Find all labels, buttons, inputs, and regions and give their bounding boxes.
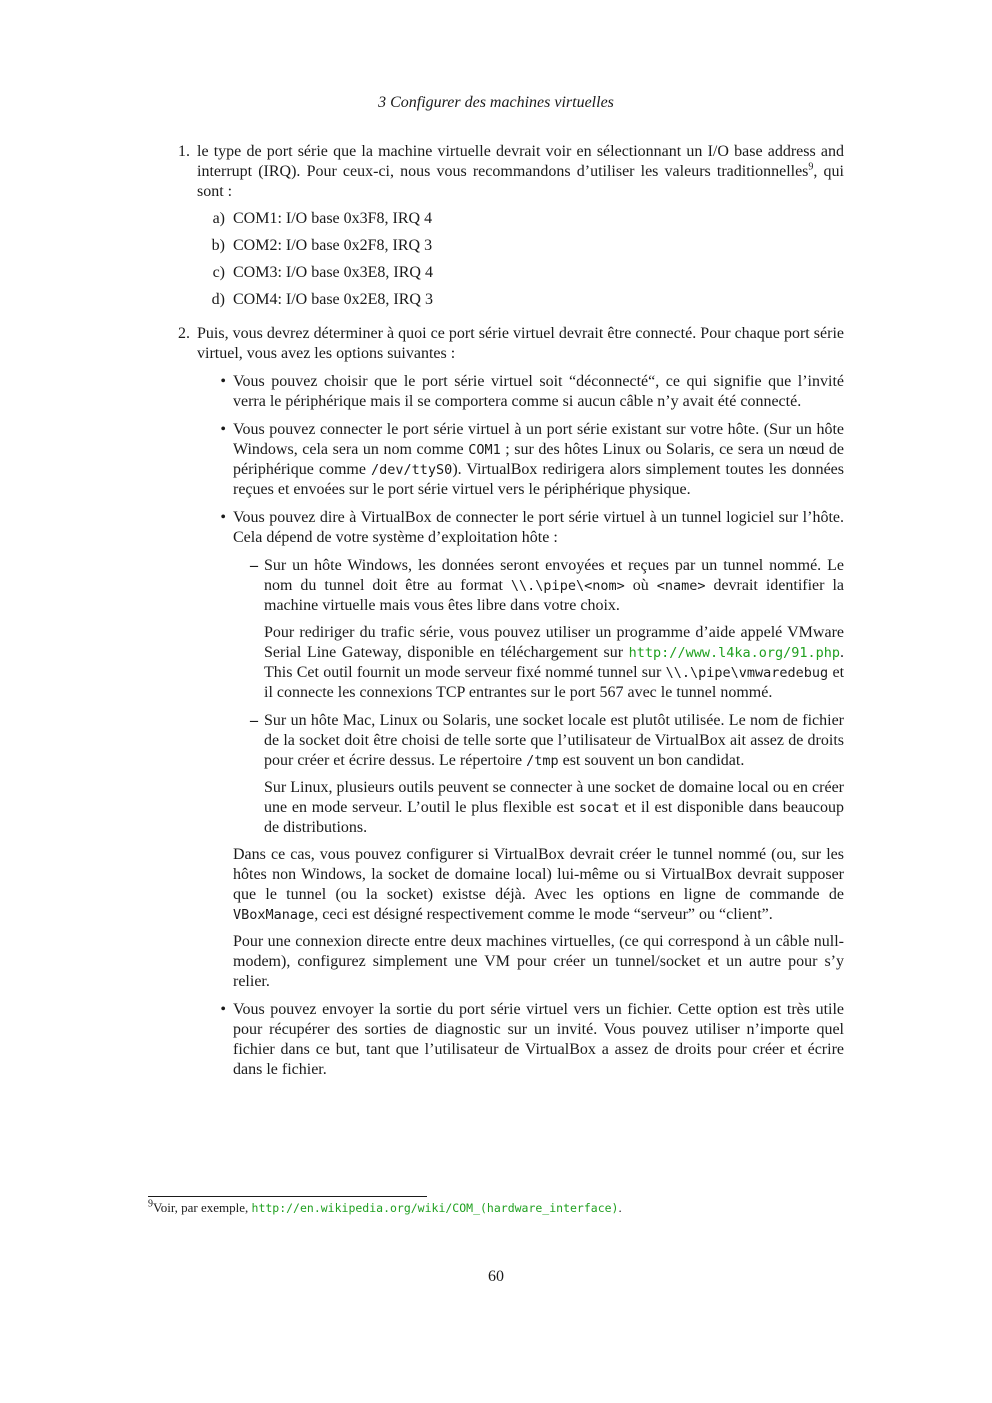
list-number: 2. [178, 325, 190, 342]
footnote-rule [148, 1196, 427, 1197]
paragraph: Vous pouvez dire à VirtualBox de connecter le port série virtuel à un tunnel logiciel sur l’hôte. Cela dépend de votre système d’exploitation hôte : [233, 509, 844, 546]
text: ). VirtualBox redirigera alors simplement toutes les données reçues et envoées sur le port série virtuel vers le périphérique physique. [233, 461, 844, 498]
bullet-icon: • [220, 509, 226, 526]
text: où [624, 577, 657, 594]
inline-code: <name> [656, 578, 706, 594]
footnote [148, 1200, 622, 1216]
sub-list-item [197, 236, 844, 256]
text: Sur un hôte Windows, les données seront envoyées et reçues par un tunnel nommé. Le nom du tunnel doit être au format [264, 557, 844, 594]
inline-code: /tmp [526, 753, 559, 769]
sub-list-text: COM3: I/O base 0x3E8, IRQ 4 [233, 264, 433, 281]
dash-body [264, 556, 844, 703]
text: le type de port série que la machine virtuelle devrait voir en sélectionnant un I/O base address and interrupt (IRQ). Pour ceux-ci, nous vous recommandons d’utiliser les valeurs traditionnelles [197, 143, 844, 180]
inline-code: COM1 [468, 442, 501, 458]
bullet-text [233, 420, 844, 500]
bullet-body [233, 508, 844, 992]
paragraph [233, 845, 844, 925]
sub-list-text: COM4: I/O base 0x2E8, IRQ 3 [233, 291, 433, 308]
paragraph [264, 556, 844, 616]
sub-list-label: b) [211, 237, 225, 254]
sub-list-text: COM2: I/O base 0x2F8, IRQ 3 [233, 237, 433, 254]
bullet-text: Vous pouvez choisir que le port série virtuel soit “déconnecté“, ce qui signifie que l’invité verra le périphérique mais il se comportera comme si aucun câble n’y avait été connecté. [233, 373, 844, 410]
sub-list-label: c) [212, 264, 225, 281]
bullet-item [197, 508, 844, 992]
list-number: 1. [178, 143, 190, 160]
footnote-ref[interactable]: 9 [808, 161, 814, 173]
footnote-mark: 9 [148, 1198, 153, 1210]
text: et il connecte les connexions TCP entrantes sur le port 567 avec le tunnel nommé. [264, 664, 845, 701]
text: , ceci est désigné respectivement comme le mode “serveur” ou “client”. [314, 906, 773, 923]
dash-icon: – [250, 712, 258, 729]
list-item-2 [148, 324, 844, 1080]
text: , qui sont : [197, 163, 844, 200]
sub-list-item [197, 263, 844, 283]
sub-list-label: d) [211, 291, 225, 308]
bullet-item [197, 420, 844, 500]
text: Vous pouvez connecter le port série virtuel à un port série existant sur votre hôte. (Sur un hôte Windows, cela sera un nom comme [233, 421, 844, 458]
text: ; sur des hôtes Linux ou Solaris, ce sera un nœud de périphérique comme [233, 441, 844, 478]
list-item-1 [148, 142, 844, 310]
text: . [618, 1200, 622, 1215]
text: est souvent un bon candidat. [558, 752, 745, 769]
paragraph: Pour une connexion directe entre deux machines virtuelles, (ce qui correspond à un câble null-modem), configurez simplement une VM pour créer un tunnel/socket et un autre pour s’y relier. [233, 933, 844, 990]
text: devrait identifier la machine virtuelle mais vous êtes libre dans votre choix. [264, 577, 845, 614]
paragraph [197, 142, 844, 202]
dash-item [233, 556, 844, 703]
paragraph: Puis, vous devrez déterminer à quoi ce port série virtuel devrait être connecté. Pour chaque port série virtuel, vous avez les options suivantes : [197, 325, 844, 362]
bullet-icon: • [220, 1001, 226, 1018]
list-item-body [197, 142, 844, 310]
text: Pour rediriger du trafic série, vous pouvez utiliser un programme d’aide appelé VMware Serial Line Gateway, disponible en téléchargement sur [264, 624, 844, 661]
paragraph [264, 623, 844, 703]
link-l4ka[interactable]: http://www.l4ka.org/91.php [628, 645, 840, 661]
running-head: 3 Configurer des machines virtuelles [378, 94, 614, 111]
text: et il est disponible dans beaucoup de distributions. [264, 799, 845, 836]
sub-list-text: COM1: I/O base 0x3F8, IRQ 4 [233, 210, 433, 227]
list-item-body [197, 324, 844, 1080]
dash-icon: – [250, 557, 258, 574]
sub-list-item [197, 209, 844, 229]
bullet-icon: • [220, 421, 226, 438]
inline-code: \\.\pipe\<nom> [510, 578, 625, 594]
paragraph [264, 711, 844, 771]
page-number: 60 [488, 1268, 504, 1285]
text: . This Cet outil fournit un mode serveur fixé nommé tunnel sur [264, 644, 844, 681]
inline-code: /dev/ttyS0 [371, 462, 453, 478]
paragraph [264, 778, 844, 838]
text: Voir, par exemple, [153, 1200, 252, 1215]
inline-code: \\.\pipe\vmwaredebug [665, 665, 829, 681]
text: Sur un hôte Mac, Linux ou Solaris, une socket locale est plutôt utilisée. Le nom de fichier de la socket doit être choisi de telle sorte que l’utilisateur de VirtualBox ait assez de droits pour créer et écrire dessus. Le répertoire [264, 712, 844, 769]
inline-code: socat [579, 800, 620, 816]
link-wikipedia[interactable]: http://en.wikipedia.org/wiki/COM_(hardware_interface) [251, 1201, 619, 1215]
page-body [148, 142, 844, 1088]
bullet-item [197, 1000, 844, 1080]
bullet-text: Vous pouvez envoyer la sortie du port série virtuel vers un fichier. Cette option est très utile pour récupérer des sorties de diagnostic sur un invité. Vous pouvez utiliser n’importe quel fichier dans ce but, tant que l’utilisateur de VirtualBox a assez de droits pour créer et écrire dans le fichier. [233, 1001, 844, 1078]
text: Dans ce cas, vous pouvez configurer si VirtualBox devrait créer le tunnel nommé (ou, sur les hôtes non Windows, la socket de domaine local) lui-même ou si VirtualBox devrait supposer que le tunnel (ou la socket) existse déjà. Avec les options en ligne de commande de [233, 846, 844, 903]
text: Sur Linux, plusieurs outils peuvent se connecter à une socket de domaine local ou en créer une en mode serveur. L’outil le plus flexible est [264, 779, 844, 816]
dash-body [264, 711, 844, 838]
dash-item [233, 711, 844, 838]
bullet-icon: • [220, 373, 226, 390]
sub-list-label: a) [212, 210, 225, 227]
inline-code: VBoxManage [233, 907, 315, 923]
bullet-item [197, 372, 844, 412]
sub-list-item [197, 290, 844, 310]
